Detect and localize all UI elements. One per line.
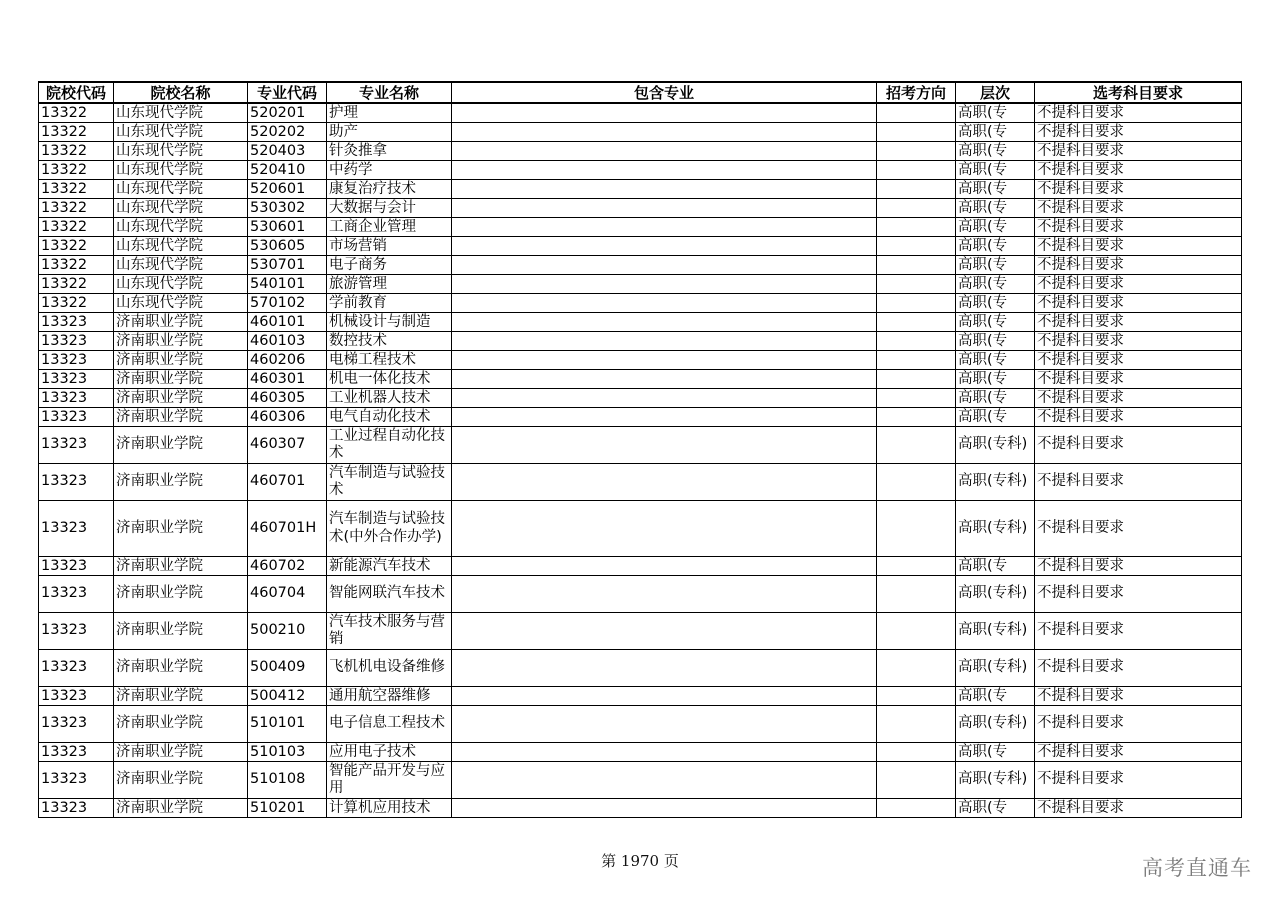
cell-major-name: 学前教育 [327,294,452,313]
cell-major-name: 电子信息工程技术 [327,706,452,743]
table-row [39,613,1242,650]
cell-included-majors [452,650,877,687]
cell-subject-requirement: 不提科目要求 [1035,687,1242,706]
cell-subject-requirement: 不提科目要求 [1035,237,1242,256]
cell-school-name: 山东现代学院 [114,180,248,199]
cell-major-code: 520202 [248,123,327,142]
cell-level: 高职(专 [956,743,1035,762]
admission-table [38,81,1242,818]
cell-major-name: 针灸推拿 [327,142,452,161]
cell-school-code: 13323 [39,799,114,818]
cell-subject-requirement: 不提科目要求 [1035,275,1242,294]
cell-major-code: 520601 [248,180,327,199]
cell-school-name: 济南职业学院 [114,743,248,762]
table-row [39,351,1242,370]
cell-level: 高职(专科) [956,427,1035,464]
cell-major-code: 570102 [248,294,327,313]
cell-subject-requirement: 不提科目要求 [1035,199,1242,218]
header-included-majors: 包含专业 [452,82,877,103]
cell-school-name: 济南职业学院 [114,501,248,557]
cell-included-majors [452,370,877,389]
cell-school-code: 13322 [39,237,114,256]
cell-major-name: 飞机机电设备维修 [327,650,452,687]
table-row [39,161,1242,180]
cell-major-name: 应用电子技术 [327,743,452,762]
cell-included-majors [452,501,877,557]
cell-school-name: 济南职业学院 [114,613,248,650]
table-row [39,142,1242,161]
cell-major-name: 大数据与会计 [327,199,452,218]
cell-level: 高职(专科) [956,464,1035,501]
cell-included-majors [452,687,877,706]
cell-school-code: 13323 [39,706,114,743]
cell-major-code: 460306 [248,408,327,427]
cell-school-code: 13323 [39,332,114,351]
table-row [39,123,1242,142]
cell-major-name: 电梯工程技术 [327,351,452,370]
cell-school-name: 济南职业学院 [114,687,248,706]
cell-school-name: 济南职业学院 [114,313,248,332]
cell-major-code: 460704 [248,576,327,613]
cell-major-name: 计算机应用技术 [327,799,452,818]
cell-major-name: 旅游管理 [327,275,452,294]
cell-major-name: 汽车制造与试验技术 [327,464,452,501]
cell-level: 高职(专科) [956,576,1035,613]
cell-subject-requirement: 不提科目要求 [1035,332,1242,351]
header-level: 层次 [956,82,1035,103]
cell-direction [877,650,956,687]
cell-major-name: 机电一体化技术 [327,370,452,389]
cell-subject-requirement: 不提科目要求 [1035,706,1242,743]
table-row [39,275,1242,294]
cell-major-code: 520403 [248,142,327,161]
page-number: 第 1970 页 [601,852,679,870]
cell-school-name: 济南职业学院 [114,389,248,408]
cell-major-code: 500412 [248,687,327,706]
table-header-row [39,82,1242,103]
cell-included-majors [452,294,877,313]
cell-level: 高职(专 [956,799,1035,818]
cell-major-name: 市场营销 [327,237,452,256]
cell-school-name: 济南职业学院 [114,650,248,687]
cell-level: 高职(专 [956,103,1035,123]
cell-level: 高职(专 [956,332,1035,351]
cell-level: 高职(专科) [956,706,1035,743]
table-row [39,237,1242,256]
header-direction: 招考方向 [877,82,956,103]
table-row [39,370,1242,389]
cell-school-code: 13322 [39,161,114,180]
cell-school-code: 13323 [39,613,114,650]
cell-direction [877,275,956,294]
cell-direction [877,294,956,313]
cell-included-majors [452,256,877,275]
cell-school-name: 济南职业学院 [114,370,248,389]
cell-included-majors [452,408,877,427]
table-row [39,706,1242,743]
cell-included-majors [452,103,877,123]
cell-direction [877,313,956,332]
cell-subject-requirement: 不提科目要求 [1035,408,1242,427]
cell-school-name: 济南职业学院 [114,464,248,501]
cell-major-name: 护理 [327,103,452,123]
cell-school-name: 济南职业学院 [114,706,248,743]
cell-direction [877,332,956,351]
cell-included-majors [452,123,877,142]
table-row [39,557,1242,576]
header-major-code: 专业代码 [248,82,327,103]
cell-level: 高职(专 [956,218,1035,237]
cell-direction [877,256,956,275]
cell-level: 高职(专 [956,237,1035,256]
cell-major-code: 510101 [248,706,327,743]
cell-major-name: 电气自动化技术 [327,408,452,427]
cell-included-majors [452,275,877,294]
cell-major-code: 460305 [248,389,327,408]
cell-level: 高职(专 [956,199,1035,218]
cell-level: 高职(专 [956,389,1035,408]
cell-level: 高职(专 [956,180,1035,199]
cell-major-code: 530701 [248,256,327,275]
cell-major-name: 机械设计与制造 [327,313,452,332]
header-subject-requirement: 选考科目要求 [1035,82,1242,103]
cell-direction [877,161,956,180]
cell-level: 高职(专科) [956,650,1035,687]
cell-direction [877,557,956,576]
cell-included-majors [452,427,877,464]
cell-major-name: 工业过程自动化技术 [327,427,452,464]
cell-major-name: 中药学 [327,161,452,180]
cell-school-name: 济南职业学院 [114,799,248,818]
cell-school-name: 济南职业学院 [114,427,248,464]
cell-major-code: 460701 [248,464,327,501]
table-row [39,650,1242,687]
cell-school-code: 13322 [39,199,114,218]
cell-included-majors [452,464,877,501]
table-row [39,389,1242,408]
cell-included-majors [452,706,877,743]
cell-subject-requirement: 不提科目要求 [1035,427,1242,464]
cell-subject-requirement: 不提科目要求 [1035,501,1242,557]
table-row [39,180,1242,199]
cell-school-code: 13323 [39,687,114,706]
cell-major-code: 540101 [248,275,327,294]
cell-school-name: 山东现代学院 [114,142,248,161]
cell-included-majors [452,142,877,161]
cell-school-name: 山东现代学院 [114,161,248,180]
cell-direction [877,123,956,142]
cell-major-name: 康复治疗技术 [327,180,452,199]
cell-major-code: 530605 [248,237,327,256]
cell-direction [877,103,956,123]
cell-school-code: 13322 [39,218,114,237]
cell-school-code: 13322 [39,275,114,294]
cell-major-code: 460101 [248,313,327,332]
cell-school-name: 山东现代学院 [114,103,248,123]
cell-level: 高职(专 [956,123,1035,142]
cell-school-code: 13323 [39,557,114,576]
cell-subject-requirement: 不提科目要求 [1035,576,1242,613]
cell-subject-requirement: 不提科目要求 [1035,743,1242,762]
cell-direction [877,218,956,237]
cell-major-code: 460702 [248,557,327,576]
cell-school-name: 济南职业学院 [114,332,248,351]
cell-subject-requirement: 不提科目要求 [1035,142,1242,161]
cell-level: 高职(专科) [956,613,1035,650]
table-row [39,313,1242,332]
cell-included-majors [452,218,877,237]
cell-major-name: 通用航空器维修 [327,687,452,706]
cell-school-name: 济南职业学院 [114,557,248,576]
cell-major-code: 460206 [248,351,327,370]
cell-school-code: 13322 [39,256,114,275]
header-school-name: 院校名称 [114,82,248,103]
cell-school-code: 13323 [39,650,114,687]
cell-subject-requirement: 不提科目要求 [1035,464,1242,501]
cell-level: 高职(专科) [956,762,1035,799]
cell-school-code: 13323 [39,464,114,501]
table-row [39,501,1242,557]
cell-level: 高职(专 [956,557,1035,576]
cell-major-code: 530302 [248,199,327,218]
cell-included-majors [452,237,877,256]
cell-school-code: 13323 [39,427,114,464]
cell-major-name: 汽车制造与试验技术(中外合作办学) [327,501,452,557]
cell-direction [877,199,956,218]
cell-school-code: 13322 [39,123,114,142]
cell-school-name: 山东现代学院 [114,237,248,256]
cell-direction [877,762,956,799]
cell-included-majors [452,762,877,799]
cell-major-name: 智能网联汽车技术 [327,576,452,613]
cell-direction [877,389,956,408]
cell-included-majors [452,332,877,351]
cell-level: 高职(专 [956,370,1035,389]
cell-direction [877,501,956,557]
cell-included-majors [452,389,877,408]
cell-direction [877,706,956,743]
cell-school-code: 13323 [39,762,114,799]
cell-subject-requirement: 不提科目要求 [1035,613,1242,650]
cell-major-name: 工商企业管理 [327,218,452,237]
cell-school-code: 13323 [39,389,114,408]
cell-school-name: 山东现代学院 [114,123,248,142]
cell-major-code: 500409 [248,650,327,687]
cell-major-name: 汽车技术服务与营销 [327,613,452,650]
cell-major-code: 510201 [248,799,327,818]
cell-school-name: 济南职业学院 [114,351,248,370]
cell-direction [877,687,956,706]
cell-school-code: 13323 [39,351,114,370]
cell-included-majors [452,576,877,613]
cell-level: 高职(专科) [956,501,1035,557]
cell-included-majors [452,180,877,199]
cell-major-code: 460307 [248,427,327,464]
cell-major-name: 智能产品开发与应用 [327,762,452,799]
cell-direction [877,142,956,161]
cell-subject-requirement: 不提科目要求 [1035,180,1242,199]
cell-major-code: 520410 [248,161,327,180]
cell-major-code: 460301 [248,370,327,389]
cell-subject-requirement: 不提科目要求 [1035,351,1242,370]
cell-direction [877,799,956,818]
cell-school-code: 13322 [39,103,114,123]
table-row [39,256,1242,275]
cell-school-name: 山东现代学院 [114,218,248,237]
cell-level: 高职(专 [956,351,1035,370]
cell-direction [877,351,956,370]
cell-school-code: 13323 [39,501,114,557]
cell-included-majors [452,613,877,650]
cell-subject-requirement: 不提科目要求 [1035,370,1242,389]
cell-school-name: 济南职业学院 [114,762,248,799]
table-row [39,408,1242,427]
cell-subject-requirement: 不提科目要求 [1035,762,1242,799]
cell-included-majors [452,351,877,370]
cell-major-code: 520201 [248,103,327,123]
cell-school-code: 13322 [39,180,114,199]
cell-major-code: 510103 [248,743,327,762]
cell-direction [877,743,956,762]
cell-major-name: 新能源汽车技术 [327,557,452,576]
cell-direction [877,464,956,501]
cell-school-code: 13323 [39,743,114,762]
cell-subject-requirement: 不提科目要求 [1035,256,1242,275]
cell-school-name: 济南职业学院 [114,576,248,613]
cell-direction [877,576,956,613]
cell-level: 高职(专 [956,313,1035,332]
cell-major-code: 460701H [248,501,327,557]
cell-direction [877,180,956,199]
cell-major-code: 500210 [248,613,327,650]
cell-level: 高职(专 [956,161,1035,180]
cell-subject-requirement: 不提科目要求 [1035,557,1242,576]
cell-school-code: 13322 [39,294,114,313]
cell-level: 高职(专 [956,687,1035,706]
cell-school-name: 山东现代学院 [114,256,248,275]
cell-school-code: 13323 [39,576,114,613]
cell-direction [877,237,956,256]
cell-included-majors [452,161,877,180]
header-school-code: 院校代码 [39,82,114,103]
cell-major-name: 电子商务 [327,256,452,275]
cell-major-name: 工业机器人技术 [327,389,452,408]
cell-school-code: 13323 [39,408,114,427]
table-row [39,743,1242,762]
cell-subject-requirement: 不提科目要求 [1035,313,1242,332]
header-major-name: 专业名称 [327,82,452,103]
cell-subject-requirement: 不提科目要求 [1035,389,1242,408]
cell-subject-requirement: 不提科目要求 [1035,294,1242,313]
cell-direction [877,613,956,650]
table-row [39,427,1242,464]
table-row [39,762,1242,799]
table-row [39,576,1242,613]
cell-direction [877,408,956,427]
table-body [39,103,1242,818]
cell-major-name: 数控技术 [327,332,452,351]
cell-subject-requirement: 不提科目要求 [1035,123,1242,142]
cell-level: 高职(专 [956,142,1035,161]
cell-level: 高职(专 [956,408,1035,427]
cell-level: 高职(专 [956,275,1035,294]
cell-major-code: 530601 [248,218,327,237]
cell-school-name: 山东现代学院 [114,294,248,313]
table-row [39,799,1242,818]
cell-included-majors [452,743,877,762]
watermark-logo: 高考直通车 [1142,856,1252,880]
cell-major-code: 510108 [248,762,327,799]
table-row [39,199,1242,218]
table-row [39,103,1242,123]
cell-direction [877,370,956,389]
table-row [39,332,1242,351]
cell-school-code: 13323 [39,370,114,389]
cell-direction [877,427,956,464]
cell-school-name: 济南职业学院 [114,408,248,427]
cell-major-code: 460103 [248,332,327,351]
cell-included-majors [452,799,877,818]
cell-subject-requirement: 不提科目要求 [1035,650,1242,687]
table-row [39,464,1242,501]
cell-level: 高职(专 [956,256,1035,275]
table-row [39,218,1242,237]
cell-level: 高职(专 [956,294,1035,313]
cell-subject-requirement: 不提科目要求 [1035,218,1242,237]
cell-school-code: 13323 [39,313,114,332]
cell-school-name: 山东现代学院 [114,275,248,294]
table-row [39,687,1242,706]
cell-included-majors [452,199,877,218]
cell-subject-requirement: 不提科目要求 [1035,799,1242,818]
cell-included-majors [452,557,877,576]
cell-included-majors [452,313,877,332]
table-row [39,294,1242,313]
cell-subject-requirement: 不提科目要求 [1035,161,1242,180]
cell-school-code: 13322 [39,142,114,161]
cell-subject-requirement: 不提科目要求 [1035,103,1242,123]
cell-school-name: 山东现代学院 [114,199,248,218]
cell-major-name: 助产 [327,123,452,142]
